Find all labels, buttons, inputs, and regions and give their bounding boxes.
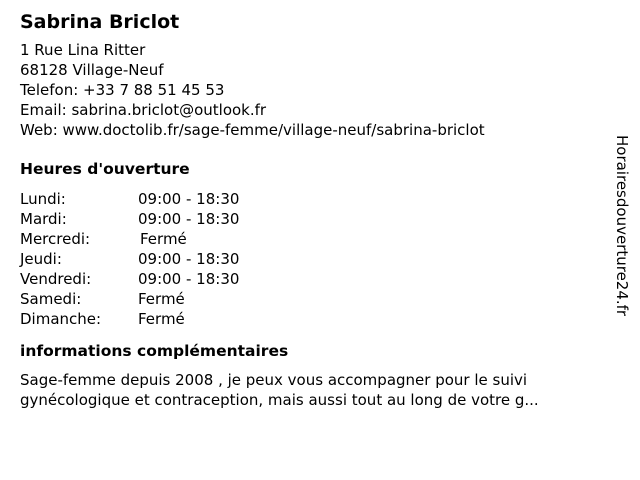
address-street: 1 Rue Lina Ritter [20, 41, 146, 59]
day-label: Jeudi: [20, 250, 62, 268]
day-hours: Fermé [140, 230, 187, 248]
site-watermark: Horairesdouverture24.fr [613, 135, 631, 317]
additional-info-text [20, 370, 620, 410]
day-label: Samedi: [20, 290, 82, 308]
hours-row-tuesday [20, 209, 620, 229]
web-line: Web: www.doctolib.fr/sage-femme/village-neuf/sabrina-briclot [20, 121, 485, 139]
business-card [20, 8, 620, 410]
opening-hours-list [20, 189, 620, 329]
hours-row-friday [20, 269, 620, 289]
day-hours: 09:00 - 18:30 [138, 250, 240, 268]
email-line: Email: sabrina.briclot@outlook.fr [20, 101, 267, 119]
hours-row-thursday [20, 249, 620, 269]
day-label: Mercredi: [20, 230, 91, 248]
day-hours: Fermé [138, 310, 185, 328]
day-label: Vendredi: [20, 270, 92, 288]
day-hours: Fermé [138, 290, 185, 308]
hours-row-sunday [20, 309, 620, 329]
address-city: 68128 Village-Neuf [20, 61, 164, 79]
day-label: Lundi: [20, 190, 66, 208]
day-label: Dimanche: [20, 310, 102, 328]
day-label: Mardi: [20, 210, 67, 228]
business-name: Sabrina Briclot [20, 11, 180, 33]
day-hours: 09:00 - 18:30 [138, 270, 240, 288]
hours-row-wednesday [20, 229, 620, 249]
day-hours: 09:00 - 18:30 [138, 190, 240, 208]
hours-row-saturday [20, 289, 620, 309]
hours-row-monday [20, 189, 620, 209]
day-hours: 09:00 - 18:30 [138, 210, 240, 228]
additional-info-heading: informations complémentaires [20, 342, 289, 360]
phone-line: Telefon: +33 7 88 51 45 53 [20, 81, 225, 99]
contact-block [20, 40, 620, 140]
info-line-2: gynécologique et contraception, mais aussi tout au long de votre g... [20, 391, 539, 409]
opening-hours-heading: Heures d'ouverture [20, 160, 190, 178]
info-line-1: Sage-femme depuis 2008 , je peux vous accompagner pour le suivi [20, 371, 528, 389]
